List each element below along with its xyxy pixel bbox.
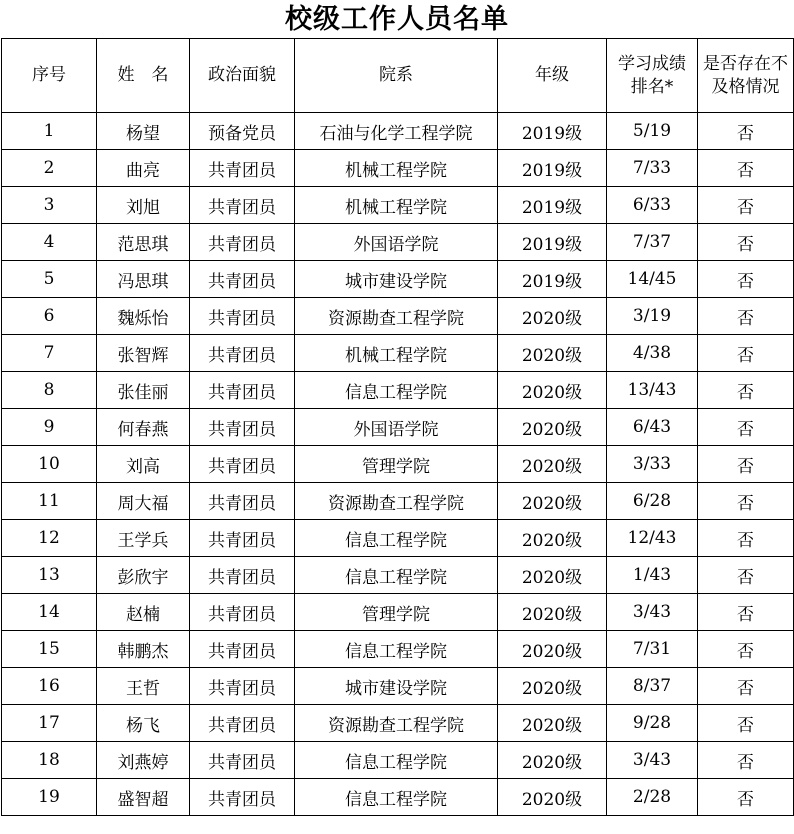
table-row bbox=[2, 372, 794, 409]
cell-name: 张智辉 bbox=[97, 335, 190, 372]
cell-political: 共青团员 bbox=[190, 742, 295, 779]
table-row bbox=[2, 742, 794, 779]
header-grade: 年级 bbox=[498, 39, 607, 113]
cell-college: 信息工程学院 bbox=[295, 372, 498, 409]
cell-political: 共青团员 bbox=[190, 483, 295, 520]
cell-grade: 2020级 bbox=[498, 631, 607, 668]
cell-grade: 2020级 bbox=[498, 446, 607, 483]
cell-name: 王哲 bbox=[97, 668, 190, 705]
cell-political: 共青团员 bbox=[190, 594, 295, 631]
cell-name: 彭欣宇 bbox=[97, 557, 190, 594]
cell-fail: 否 bbox=[698, 187, 794, 224]
cell-seq: 15 bbox=[2, 631, 97, 668]
cell-political: 共青团员 bbox=[190, 298, 295, 335]
cell-rank: 3/19 bbox=[607, 298, 698, 335]
cell-fail: 否 bbox=[698, 261, 794, 298]
cell-seq: 1 bbox=[2, 113, 97, 150]
cell-name: 魏烁怡 bbox=[97, 298, 190, 335]
cell-rank: 5/19 bbox=[607, 113, 698, 150]
cell-name: 曲亮 bbox=[97, 150, 190, 187]
cell-rank: 14/45 bbox=[607, 261, 698, 298]
cell-seq: 11 bbox=[2, 483, 97, 520]
cell-political: 共青团员 bbox=[190, 520, 295, 557]
cell-political: 共青团员 bbox=[190, 187, 295, 224]
cell-fail: 否 bbox=[698, 668, 794, 705]
document-title: 校级工作人员名单 bbox=[285, 4, 509, 35]
cell-political: 共青团员 bbox=[190, 409, 295, 446]
cell-rank: 7/37 bbox=[607, 224, 698, 261]
cell-political: 共青团员 bbox=[190, 372, 295, 409]
table-row bbox=[2, 446, 794, 483]
cell-name: 刘旭 bbox=[97, 187, 190, 224]
cell-name: 刘高 bbox=[97, 446, 190, 483]
cell-college: 信息工程学院 bbox=[295, 742, 498, 779]
cell-seq: 13 bbox=[2, 557, 97, 594]
cell-fail: 否 bbox=[698, 335, 794, 372]
cell-fail: 否 bbox=[698, 520, 794, 557]
cell-political: 共青团员 bbox=[190, 150, 295, 187]
table-row bbox=[2, 335, 794, 372]
cell-political: 共青团员 bbox=[190, 446, 295, 483]
cell-political: 共青团员 bbox=[190, 779, 295, 816]
cell-seq: 5 bbox=[2, 261, 97, 298]
cell-grade: 2020级 bbox=[498, 705, 607, 742]
cell-name: 冯思琪 bbox=[97, 261, 190, 298]
cell-rank: 6/33 bbox=[607, 187, 698, 224]
cell-rank: 6/43 bbox=[607, 409, 698, 446]
table-row bbox=[2, 557, 794, 594]
cell-fail: 否 bbox=[698, 409, 794, 446]
cell-seq: 14 bbox=[2, 594, 97, 631]
cell-rank: 3/43 bbox=[607, 742, 698, 779]
cell-rank: 13/43 bbox=[607, 372, 698, 409]
header-rank bbox=[607, 39, 698, 113]
cell-college: 信息工程学院 bbox=[295, 631, 498, 668]
cell-rank: 7/31 bbox=[607, 631, 698, 668]
cell-college: 资源勘查工程学院 bbox=[295, 298, 498, 335]
cell-political: 共青团员 bbox=[190, 557, 295, 594]
cell-name: 盛智超 bbox=[97, 779, 190, 816]
cell-political: 共青团员 bbox=[190, 224, 295, 261]
cell-grade: 2019级 bbox=[498, 113, 607, 150]
cell-college: 信息工程学院 bbox=[295, 557, 498, 594]
table-row bbox=[2, 187, 794, 224]
cell-political: 共青团员 bbox=[190, 705, 295, 742]
cell-seq: 2 bbox=[2, 150, 97, 187]
cell-name: 范思琪 bbox=[97, 224, 190, 261]
header-rank-line1: 学习成绩 bbox=[618, 53, 686, 74]
cell-grade: 2020级 bbox=[498, 557, 607, 594]
cell-seq: 12 bbox=[2, 520, 97, 557]
cell-grade: 2020级 bbox=[498, 298, 607, 335]
header-rank-line2: 排名* bbox=[630, 76, 674, 97]
cell-rank: 4/38 bbox=[607, 335, 698, 372]
cell-political: 共青团员 bbox=[190, 261, 295, 298]
cell-political: 共青团员 bbox=[190, 631, 295, 668]
header-seq: 序号 bbox=[2, 39, 97, 113]
cell-fail: 否 bbox=[698, 298, 794, 335]
cell-seq: 4 bbox=[2, 224, 97, 261]
cell-college: 机械工程学院 bbox=[295, 150, 498, 187]
cell-seq: 10 bbox=[2, 446, 97, 483]
cell-political: 预备党员 bbox=[190, 113, 295, 150]
cell-rank: 3/43 bbox=[607, 594, 698, 631]
table-row bbox=[2, 594, 794, 631]
cell-rank: 8/37 bbox=[607, 668, 698, 705]
cell-seq: 18 bbox=[2, 742, 97, 779]
table-row bbox=[2, 224, 794, 261]
cell-college: 机械工程学院 bbox=[295, 335, 498, 372]
cell-college: 资源勘查工程学院 bbox=[295, 705, 498, 742]
cell-name: 赵楠 bbox=[97, 594, 190, 631]
table-body bbox=[2, 113, 794, 816]
table-row bbox=[2, 520, 794, 557]
table-row bbox=[2, 261, 794, 298]
cell-grade: 2019级 bbox=[498, 224, 607, 261]
cell-seq: 3 bbox=[2, 187, 97, 224]
cell-seq: 17 bbox=[2, 705, 97, 742]
cell-rank: 7/33 bbox=[607, 150, 698, 187]
cell-grade: 2020级 bbox=[498, 409, 607, 446]
cell-rank: 6/28 bbox=[607, 483, 698, 520]
cell-name: 刘燕婷 bbox=[97, 742, 190, 779]
cell-college: 外国语学院 bbox=[295, 224, 498, 261]
cell-fail: 否 bbox=[698, 150, 794, 187]
cell-fail: 否 bbox=[698, 779, 794, 816]
cell-fail: 否 bbox=[698, 705, 794, 742]
cell-name: 杨飞 bbox=[97, 705, 190, 742]
cell-name: 周大福 bbox=[97, 483, 190, 520]
cell-rank: 3/33 bbox=[607, 446, 698, 483]
cell-name: 韩鹏杰 bbox=[97, 631, 190, 668]
cell-college: 石油与化学工程学院 bbox=[295, 113, 498, 150]
cell-grade: 2019级 bbox=[498, 261, 607, 298]
header-fail-line1: 是否存在不 bbox=[703, 53, 788, 74]
cell-fail: 否 bbox=[698, 594, 794, 631]
header-fail bbox=[698, 39, 794, 113]
cell-name: 何春燕 bbox=[97, 409, 190, 446]
cell-fail: 否 bbox=[698, 224, 794, 261]
cell-college: 外国语学院 bbox=[295, 409, 498, 446]
cell-seq: 9 bbox=[2, 409, 97, 446]
cell-grade: 2020级 bbox=[498, 372, 607, 409]
cell-grade: 2020级 bbox=[498, 742, 607, 779]
header-fail-line2: 及格情况 bbox=[711, 76, 780, 97]
cell-name: 杨望 bbox=[97, 113, 190, 150]
cell-college: 机械工程学院 bbox=[295, 187, 498, 224]
header-political: 政治面貌 bbox=[190, 39, 295, 113]
cell-name: 王学兵 bbox=[97, 520, 190, 557]
cell-fail: 否 bbox=[698, 557, 794, 594]
cell-grade: 2019级 bbox=[498, 150, 607, 187]
table-row bbox=[2, 779, 794, 816]
cell-fail: 否 bbox=[698, 631, 794, 668]
cell-college: 资源勘查工程学院 bbox=[295, 483, 498, 520]
cell-grade: 2020级 bbox=[498, 779, 607, 816]
cell-college: 管理学院 bbox=[295, 594, 498, 631]
table-row bbox=[2, 631, 794, 668]
cell-grade: 2020级 bbox=[498, 668, 607, 705]
cell-seq: 16 bbox=[2, 668, 97, 705]
cell-rank: 12/43 bbox=[607, 520, 698, 557]
cell-grade: 2020级 bbox=[498, 483, 607, 520]
cell-fail: 否 bbox=[698, 446, 794, 483]
cell-political: 共青团员 bbox=[190, 668, 295, 705]
table-row bbox=[2, 298, 794, 335]
cell-grade: 2020级 bbox=[498, 520, 607, 557]
cell-name: 张佳丽 bbox=[97, 372, 190, 409]
cell-college: 管理学院 bbox=[295, 446, 498, 483]
cell-grade: 2020级 bbox=[498, 335, 607, 372]
cell-rank: 1/43 bbox=[607, 557, 698, 594]
table-row bbox=[2, 113, 794, 150]
cell-fail: 否 bbox=[698, 483, 794, 520]
cell-fail: 否 bbox=[698, 113, 794, 150]
cell-grade: 2020级 bbox=[498, 594, 607, 631]
cell-fail: 否 bbox=[698, 372, 794, 409]
cell-college: 信息工程学院 bbox=[295, 520, 498, 557]
table-row bbox=[2, 668, 794, 705]
table-row bbox=[2, 483, 794, 520]
cell-college: 信息工程学院 bbox=[295, 779, 498, 816]
header-college: 院系 bbox=[295, 39, 498, 113]
table-row bbox=[2, 705, 794, 742]
cell-seq: 19 bbox=[2, 779, 97, 816]
staff-table bbox=[1, 38, 794, 816]
cell-rank: 9/28 bbox=[607, 705, 698, 742]
cell-college: 城市建设学院 bbox=[295, 261, 498, 298]
cell-rank: 2/28 bbox=[607, 779, 698, 816]
header-name: 姓 名 bbox=[97, 39, 190, 113]
cell-seq: 7 bbox=[2, 335, 97, 372]
cell-political: 共青团员 bbox=[190, 335, 295, 372]
cell-college: 城市建设学院 bbox=[295, 668, 498, 705]
table-row bbox=[2, 409, 794, 446]
cell-seq: 8 bbox=[2, 372, 97, 409]
cell-grade: 2019级 bbox=[498, 187, 607, 224]
table-header-row bbox=[2, 39, 794, 113]
cell-fail: 否 bbox=[698, 742, 794, 779]
cell-seq: 6 bbox=[2, 298, 97, 335]
table-row bbox=[2, 150, 794, 187]
